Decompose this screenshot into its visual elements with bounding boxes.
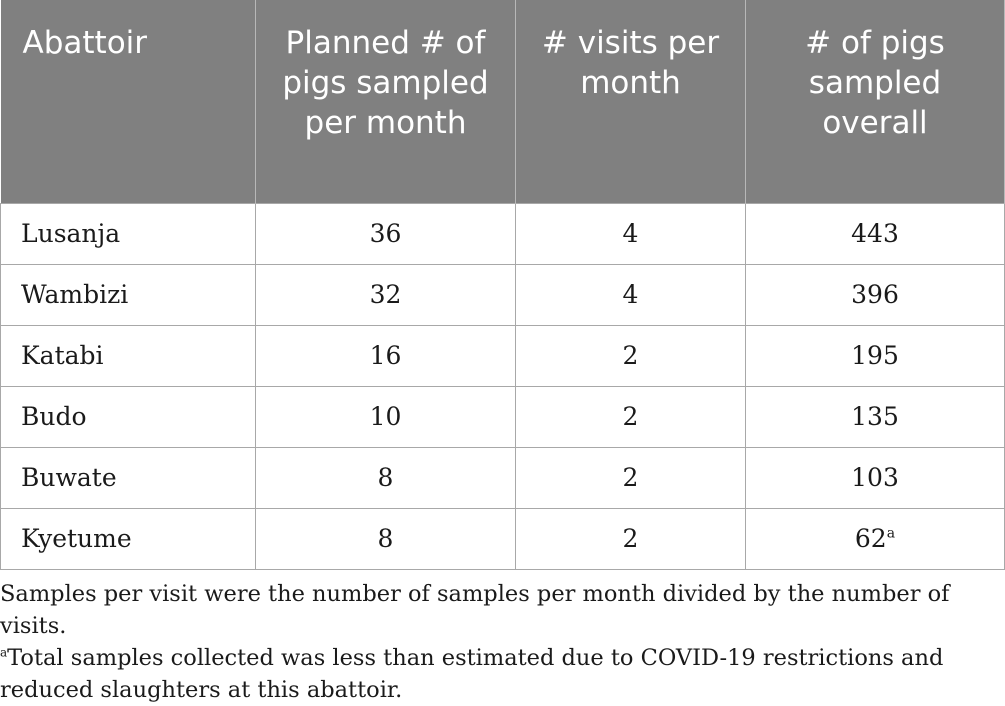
cell-overall bbox=[746, 386, 1005, 447]
header-row bbox=[1, 0, 1005, 203]
table-row bbox=[1, 386, 1005, 447]
cell-visits: 4 bbox=[516, 203, 746, 264]
footnote-marker: a bbox=[886, 525, 896, 542]
cell-planned: 8 bbox=[256, 508, 516, 569]
footnote-a-text: Total samples collected was less than estimated due to COVID-19 restrictions and reduced slaughters at this abattoir. bbox=[0, 645, 944, 703]
cell-abattoir: Buwate bbox=[1, 447, 256, 508]
table-row bbox=[1, 447, 1005, 508]
cell-overall-value: 103 bbox=[851, 463, 899, 492]
cell-abattoir: Katabi bbox=[1, 325, 256, 386]
cell-visits: 2 bbox=[516, 386, 746, 447]
cell-visits: 2 bbox=[516, 325, 746, 386]
cell-overall-value: 195 bbox=[851, 341, 899, 370]
cell-abattoir: Budo bbox=[1, 386, 256, 447]
header-pigs-sampled-overall: # of pigs sampled overall bbox=[746, 0, 1005, 203]
header-abattoir: Abattoir bbox=[1, 0, 256, 203]
cell-planned: 10 bbox=[256, 386, 516, 447]
cell-planned: 32 bbox=[256, 264, 516, 325]
cell-planned: 16 bbox=[256, 325, 516, 386]
cell-visits: 2 bbox=[516, 447, 746, 508]
cell-overall-value: 396 bbox=[851, 280, 899, 309]
cell-overall bbox=[746, 264, 1005, 325]
header-planned-pigs: Planned # of pigs sampled per month bbox=[256, 0, 516, 203]
cell-overall bbox=[746, 203, 1005, 264]
table-row bbox=[1, 203, 1005, 264]
cell-overall-value: 62 bbox=[854, 524, 887, 553]
cell-planned: 8 bbox=[256, 447, 516, 508]
cell-abattoir: Lusanja bbox=[1, 203, 256, 264]
cell-abattoir: Kyetume bbox=[1, 508, 256, 569]
cell-overall bbox=[746, 508, 1005, 569]
footnote-general: Samples per visit were the number of samples per month divided by the number of visits. bbox=[0, 581, 950, 639]
table-row bbox=[1, 508, 1005, 569]
table-footnotes bbox=[0, 578, 1000, 706]
footnote-a bbox=[0, 642, 1000, 706]
table-row bbox=[1, 325, 1005, 386]
cell-overall-value: 443 bbox=[851, 219, 899, 248]
cell-visits: 4 bbox=[516, 264, 746, 325]
table-body bbox=[1, 203, 1005, 569]
header-visits-per-month: # visits per month bbox=[516, 0, 746, 203]
cell-overall bbox=[746, 447, 1005, 508]
cell-abattoir: Wambizi bbox=[1, 264, 256, 325]
table-row bbox=[1, 264, 1005, 325]
cell-visits: 2 bbox=[516, 508, 746, 569]
footnote-a-marker: a bbox=[0, 645, 8, 660]
cell-overall bbox=[746, 325, 1005, 386]
table-header bbox=[1, 0, 1005, 203]
cell-overall-value: 135 bbox=[851, 402, 899, 431]
cell-planned: 36 bbox=[256, 203, 516, 264]
